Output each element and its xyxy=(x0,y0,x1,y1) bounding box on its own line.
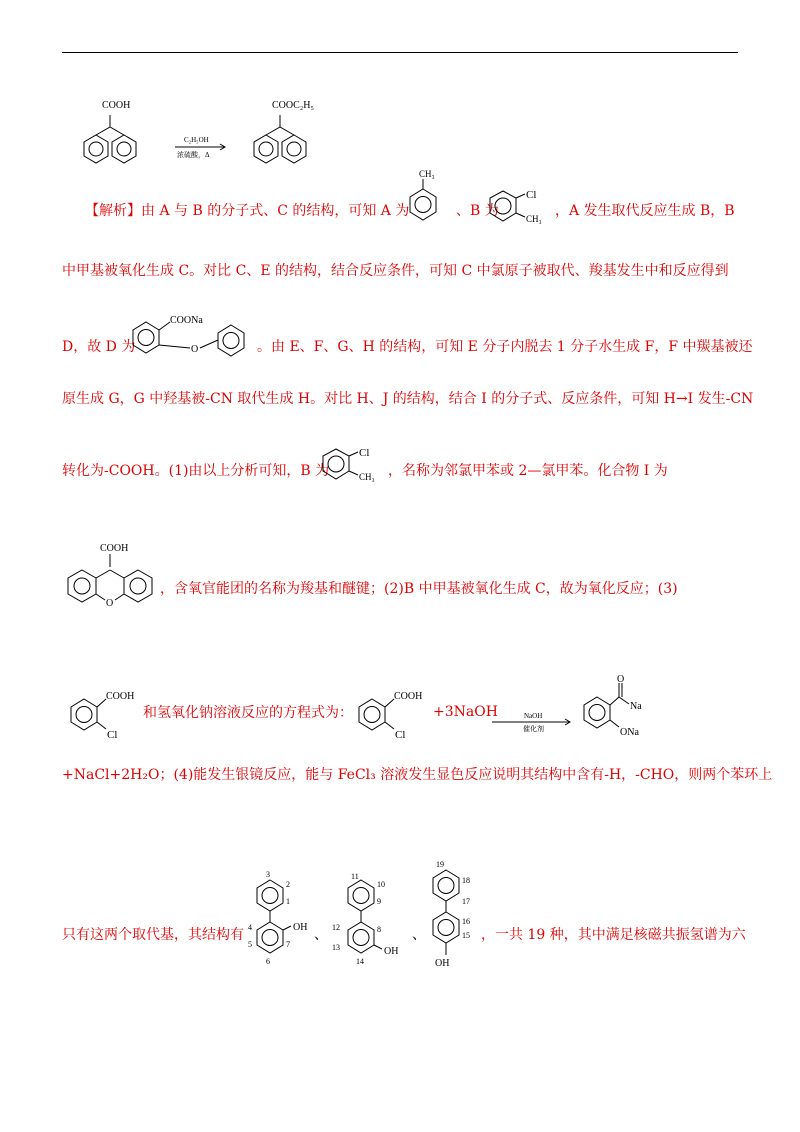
svg-text:1: 1 xyxy=(286,897,290,906)
svg-text:CH₃: CH₃ xyxy=(359,472,375,482)
svg-text:Cl: Cl xyxy=(359,447,370,459)
reagent-conditions: 浓硫酸，Δ xyxy=(177,151,210,159)
header-rule xyxy=(62,52,738,53)
svg-text:9: 9 xyxy=(377,897,381,906)
para2: 中甲基被氧化生成 C。对比 C、E 的结构，结合反应条件，可知 C 中氯原子被取代、羧基发生中和反应得到 xyxy=(62,263,729,279)
para3-lead: D，故 D 为 xyxy=(62,339,136,355)
svg-text:6: 6 xyxy=(266,957,270,966)
para1-lead: 【解析】由 A 与 B 的分子式、C 的结构，可知 A 为 xyxy=(85,203,410,219)
svg-text:19: 19 xyxy=(436,860,444,869)
svg-text:CH₃: CH₃ xyxy=(526,214,542,224)
structure-product-sodium-salt xyxy=(575,673,675,745)
para8: +NaCl+2H₂O；(4)能发生银镜反应，能与 FeCl₃ 溶液发生显色反应说明其结构中含有-H，-CHO，则两个苯环上 xyxy=(62,767,773,783)
svg-text:2: 2 xyxy=(286,880,290,889)
para9-tail: ，一共 19 种，其中满足核磁共振氢谱为六 xyxy=(481,927,746,943)
structure-b-repeat xyxy=(318,443,388,491)
svg-text:10: 10 xyxy=(377,880,385,889)
svg-text:18: 18 xyxy=(462,876,470,885)
para4: 原生成 G，G 中羟基被-CN 取代生成 H。对比 H、J 的结构，结合 I 的分子式、反应条件，可知 H→I 发生-CN xyxy=(62,391,754,407)
svg-text:3: 3 xyxy=(266,870,270,879)
svg-text:15: 15 xyxy=(462,931,470,940)
svg-text:OH: OH xyxy=(293,922,308,933)
svg-text:Cl: Cl xyxy=(107,729,118,741)
equation-arrow xyxy=(490,708,575,734)
para5-lead: 转化为-COOH。(1)由以上分析可知，B 为 xyxy=(62,463,330,479)
svg-text:5: 5 xyxy=(248,940,252,949)
svg-text:O: O xyxy=(106,598,114,609)
structure-biphenyl-ortho xyxy=(244,866,319,984)
para1-tail: ，A 发生取代反应生成 B，B xyxy=(555,203,735,219)
svg-text:12: 12 xyxy=(332,923,340,932)
svg-text:COOH: COOH xyxy=(100,543,129,554)
svg-text:COOH: COOH xyxy=(106,691,135,702)
svg-text:Cl: Cl xyxy=(395,729,406,741)
para9-sep2: 、 xyxy=(412,927,426,943)
structure-a-toluene xyxy=(403,167,453,227)
structure-biphenyl-meta xyxy=(328,866,413,984)
svg-text:O: O xyxy=(617,674,625,685)
svg-text:ONa: ONa xyxy=(620,727,639,738)
para6-tail: ，含氧官能团的名称为羧基和醚键；(2)B 中甲基被氧化生成 C，故为氧化反应；(3) xyxy=(160,581,678,597)
para1-mid: 、B 为 xyxy=(456,203,499,219)
svg-text:NaOH: NaOH xyxy=(524,712,543,720)
svg-text:催化剂: 催化剂 xyxy=(523,725,544,733)
reagent-ethanol: C₂H₅OH xyxy=(184,136,209,144)
esterification-scheme xyxy=(60,95,360,170)
structure-c-chlorobenzoic-acid xyxy=(62,683,142,743)
structure-d xyxy=(128,310,258,365)
svg-text:14: 14 xyxy=(356,957,364,966)
svg-text:Na: Na xyxy=(630,701,642,712)
product-ester-label: COOC₂H₅ xyxy=(272,100,314,111)
svg-text:CH₃: CH₃ xyxy=(419,169,435,179)
svg-text:4: 4 xyxy=(248,923,252,932)
para3-tail: 。由 E、F、G、H 的结构，可知 E 分子内脱去 1 分子水生成 F，F 中羰基被还 xyxy=(257,339,753,355)
svg-text:11: 11 xyxy=(351,872,359,881)
reactant-cooh-label: COOH xyxy=(102,100,131,111)
structure-i-xanthene-acid xyxy=(60,540,165,612)
structure-b-chlorotoluene xyxy=(485,185,555,233)
svg-text:O: O xyxy=(191,344,199,355)
svg-text:17: 17 xyxy=(462,897,470,906)
para9-sep1: 、 xyxy=(314,927,328,943)
svg-text:8: 8 xyxy=(377,925,381,934)
para5-tail: ，名称为邻氯甲苯或 2—氯甲苯。化合物 I 为 xyxy=(388,463,668,479)
svg-text:Cl: Cl xyxy=(526,189,537,201)
svg-text:13: 13 xyxy=(332,943,340,952)
svg-text:COOH: COOH xyxy=(394,691,423,702)
structure-biphenyl-para xyxy=(420,856,500,984)
structure-c-equation xyxy=(350,683,430,743)
svg-text:OH: OH xyxy=(435,958,450,969)
para7-mid: 和氢氧化钠溶液反应的方程式为： xyxy=(143,705,353,721)
svg-text:OH: OH xyxy=(384,946,399,957)
svg-text:16: 16 xyxy=(462,917,470,926)
para7-naoh: +3NaOH xyxy=(433,704,498,720)
svg-text:7: 7 xyxy=(286,940,290,949)
svg-text:COONa: COONa xyxy=(170,315,203,326)
para9-lead: 只有这两个取代基，其结构有 xyxy=(62,927,244,943)
